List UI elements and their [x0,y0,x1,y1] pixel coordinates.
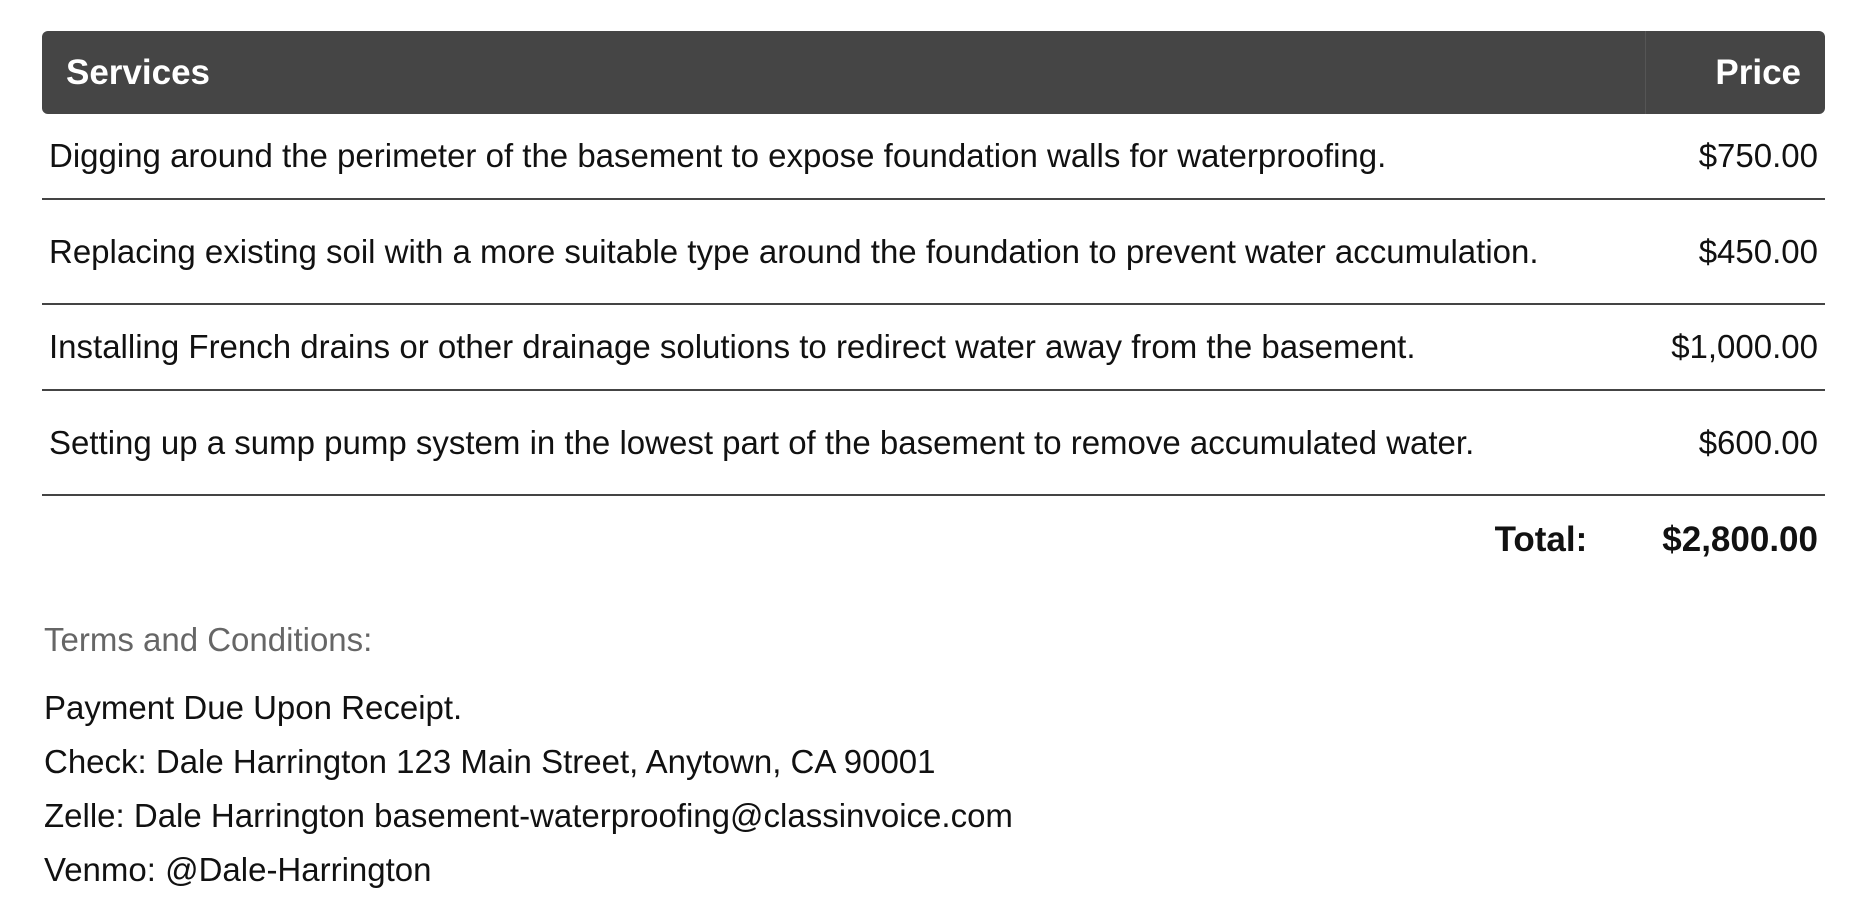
service-price: $1,000.00 [1671,328,1818,365]
terms-line-check: Check: Dale Harrington 123 Main Street, Anytown, CA 90001 [44,743,936,780]
terms-line-venmo: Venmo: @Dale-Harrington [44,851,432,888]
total-label: Total: [1494,520,1588,559]
table-row [42,391,1825,496]
terms-line-zelle: Zelle: Dale Harrington basement-waterproofing@classinvoice.com [44,797,1013,834]
total-value: $2,800.00 [1662,520,1818,559]
price-column-header: Price [1645,31,1825,114]
service-price: $600.00 [1698,423,1818,461]
terms-line-payment: Payment Due Upon Receipt. [44,689,463,726]
terms-section [44,620,1013,904]
service-price: $750.00 [1698,137,1818,174]
terms-heading: Terms and Conditions: [44,621,373,658]
service-description: Digging around the perimeter of the basement to expose foundation walls for waterproofing. [49,137,1387,174]
table-row [42,200,1825,305]
table-row [42,114,1825,200]
services-column-header: Services [66,52,211,92]
service-description: Replacing existing soil with a more suitable type around the foundation to prevent water accumulation. [49,232,1539,270]
services-table [42,31,1825,560]
table-header [42,31,1825,114]
table-row [42,305,1825,391]
total-row [42,520,1825,560]
service-description: Setting up a sump pump system in the lowest part of the basement to remove accumulated water. [49,423,1475,461]
service-price: $450.00 [1698,232,1818,270]
service-description: Installing French drains or other drainage solutions to redirect water away from the basement. [49,328,1416,365]
